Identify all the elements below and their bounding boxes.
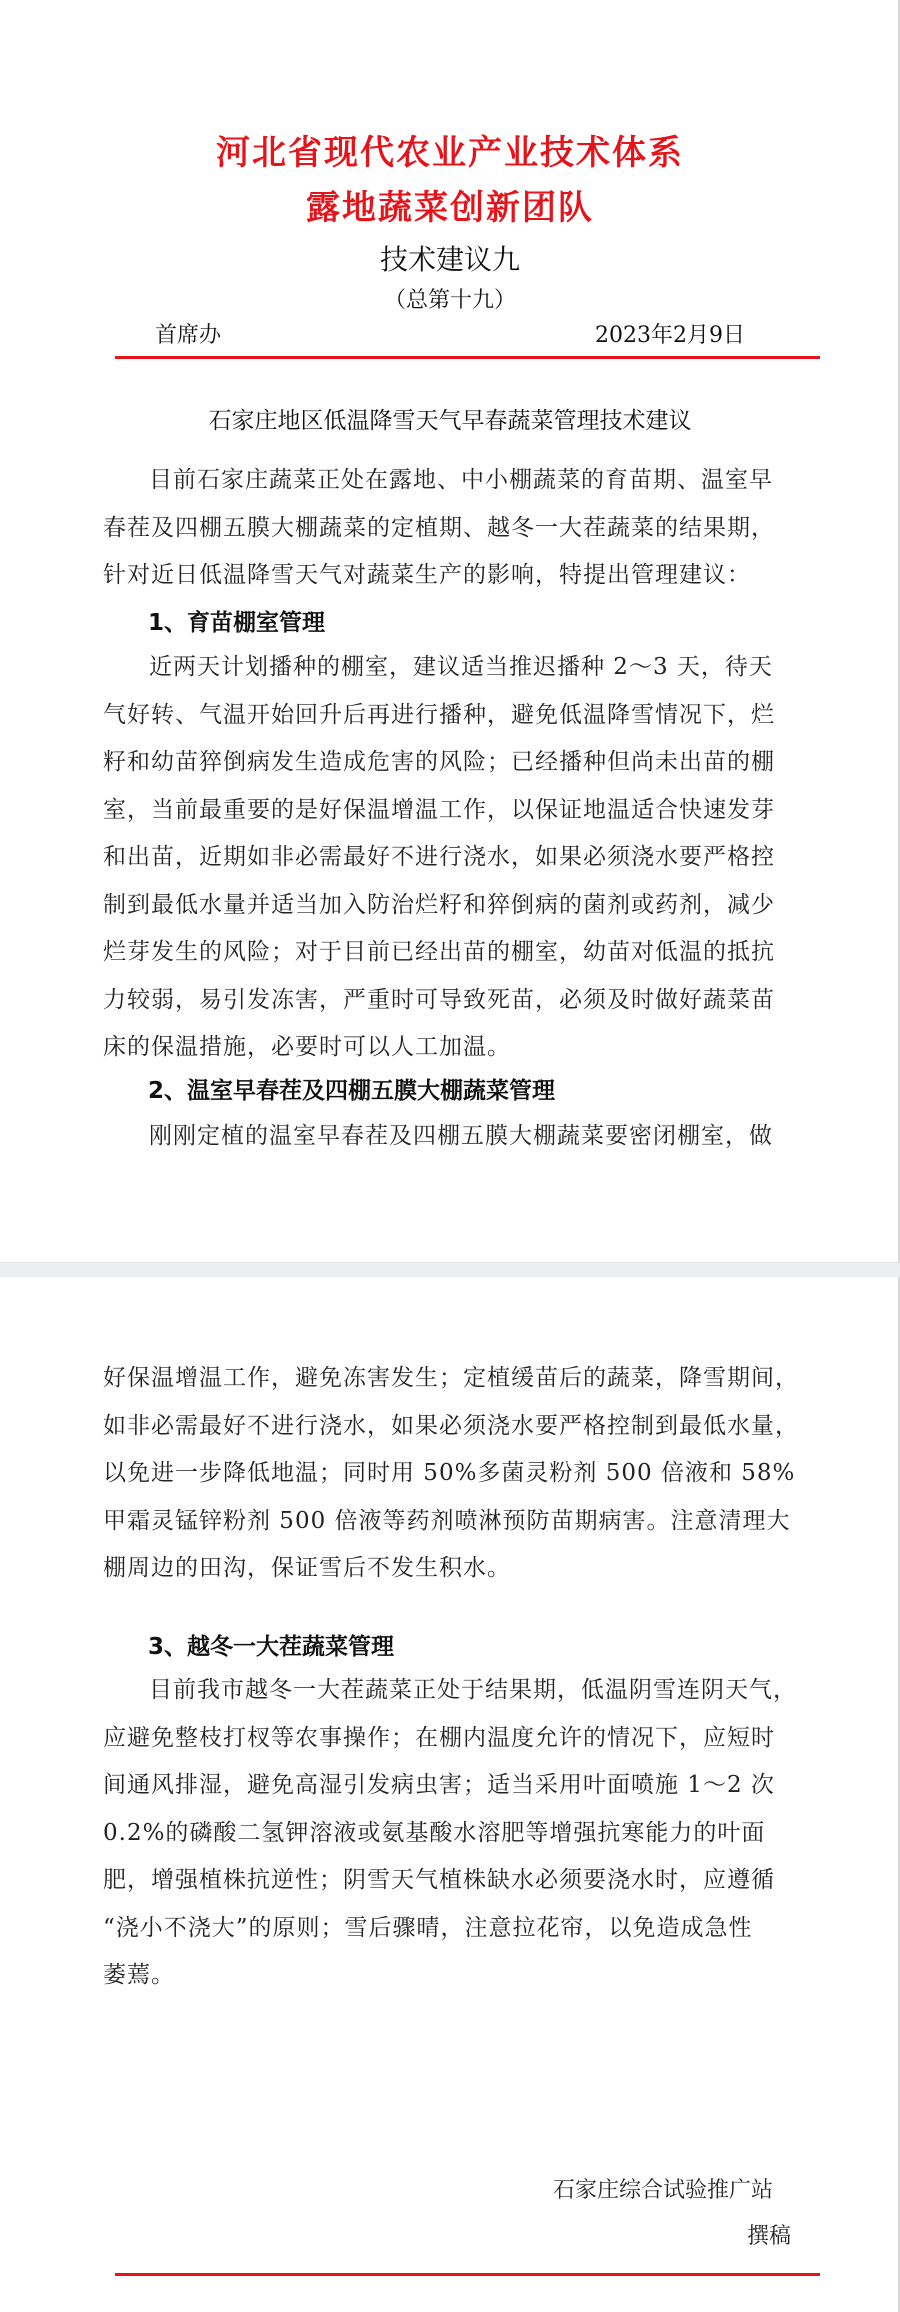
section3-line: 0.2%的磷酸二氢钾溶液或氨基酸水溶肥等增强抗寒能力的叶面 [103,1819,766,1846]
section1-line: 和出苗，近期如非必需最好不进行浇水，如果必须浇水要严格控 [103,844,775,870]
section1-line: 力较弱，易引发冻害，严重时可导致死苗，必须及时做好蔬菜苗 [103,986,775,1013]
header-divider [115,356,820,359]
section2-heading: 2、温室早春茬及四棚五膜大棚蔬菜管理 [148,1078,556,1104]
section3-line: “浇小不浇大”的原则；雪后骤晴，注意拉花帘，以免造成急性 [103,1914,753,1941]
issue-date: 2023年2月9日 [595,323,745,348]
section1-line: 近两天计划播种的棚室，建议适当推迟播种 2～3 天，待天 [149,654,773,680]
section2-paragraph-part1 [103,1113,793,1161]
section3-line: 间通风排湿，避免高湿引发病虫害；适当采用叶面喷施 1～2 次 [103,1772,775,1798]
intro-line: 针对近日低温降雪天气对蔬菜生产的影响，特提出管理建议： [103,562,751,588]
section2-line: 刚刚定植的温室早春茬及四棚五膜大棚蔬菜要密闭棚室，做 [149,1123,773,1149]
section1-line: 烂芽发生的风险；对于目前已经出苗的棚室，幼苗对低温的抵抗 [103,939,775,965]
doc-title: 石家庄地区低温降雪天气早春蔬菜管理技术建议 [208,408,692,434]
issuer: 首席办 [155,323,222,348]
intro-line: 目前石家庄蔬菜正处在露地、中小棚蔬菜的育苗期、温室早 [149,467,773,493]
doc-serial: （总第十九） [383,288,516,313]
section1-line: 室，当前最重要的是好保温增温工作，以保证地温适合快速发芽 [103,796,775,823]
doc-type: 技术建议九 [379,243,520,276]
section3-heading: 3、越冬一大茬蔬菜管理 [148,1634,395,1660]
intro-line: 春茬及四棚五膜大棚蔬菜的定植期、越冬一大茬蔬菜的结果期， [103,514,775,541]
section2-line: 以免进一步降低地温；同时用 50%多菌灵粉剂 500 倍液和 58% [103,1460,796,1486]
section1-line: 籽和幼苗猝倒病发生造成危害的风险；已经播种但尚未出苗的棚 [103,749,775,775]
page-break [0,1262,900,1278]
section2-line: 如非必需最好不进行浇水，如果必须浇水要严格控制到最低水量， [103,1412,799,1439]
author-role: 撰稿 [747,2224,792,2249]
section2-line: 棚周边的田沟，保证雪后不发生积水。 [103,1555,511,1581]
section3-line: 目前我市越冬一大茬蔬菜正处于结果期，低温阴雪连阴天气， [149,1677,797,1703]
document-page-2 [0,1277,900,2312]
section3-line: 应避免整枝打杈等农事操作；在棚内温度允许的情况下，应短时 [103,1724,775,1751]
org-title-line2: 露地蔬菜创新团队 [306,188,594,228]
section3-line: 萎蔫。 [103,1962,175,1988]
section1-line: 气好转、气温开始回升后再进行播种，避免低温降雪情况下，烂 [103,701,775,728]
section1-paragraph [103,644,793,1072]
section3-paragraph [103,1667,797,2000]
footer-divider [115,2273,820,2276]
section2-paragraph-part2 [103,1355,799,1593]
section1-line: 制到最低水量并适当加入防治烂籽和猝倒病的菌剂或药剂，减少 [103,891,775,918]
section3-line: 肥，增强植株抗逆性；阴雪天气植株缺水必须要浇水时，应遵循 [103,1867,775,1893]
author-org: 石家庄综合试验推广站 [553,2178,774,2203]
section1-heading: 1、育苗棚室管理 [148,610,326,636]
section2-line: 甲霜灵锰锌粉剂 500 倍液等药剂喷淋预防苗期病害。注意清理大 [103,1507,791,1534]
section2-line: 好保温增温工作，避免冻害发生；定植缓苗后的蔬菜，降雪期间， [103,1365,799,1391]
section1-line: 床的保温措施，必要时可以人工加温。 [103,1034,511,1060]
org-title-line1: 河北省现代农业产业技术体系 [216,133,684,173]
intro-paragraph [103,457,793,600]
